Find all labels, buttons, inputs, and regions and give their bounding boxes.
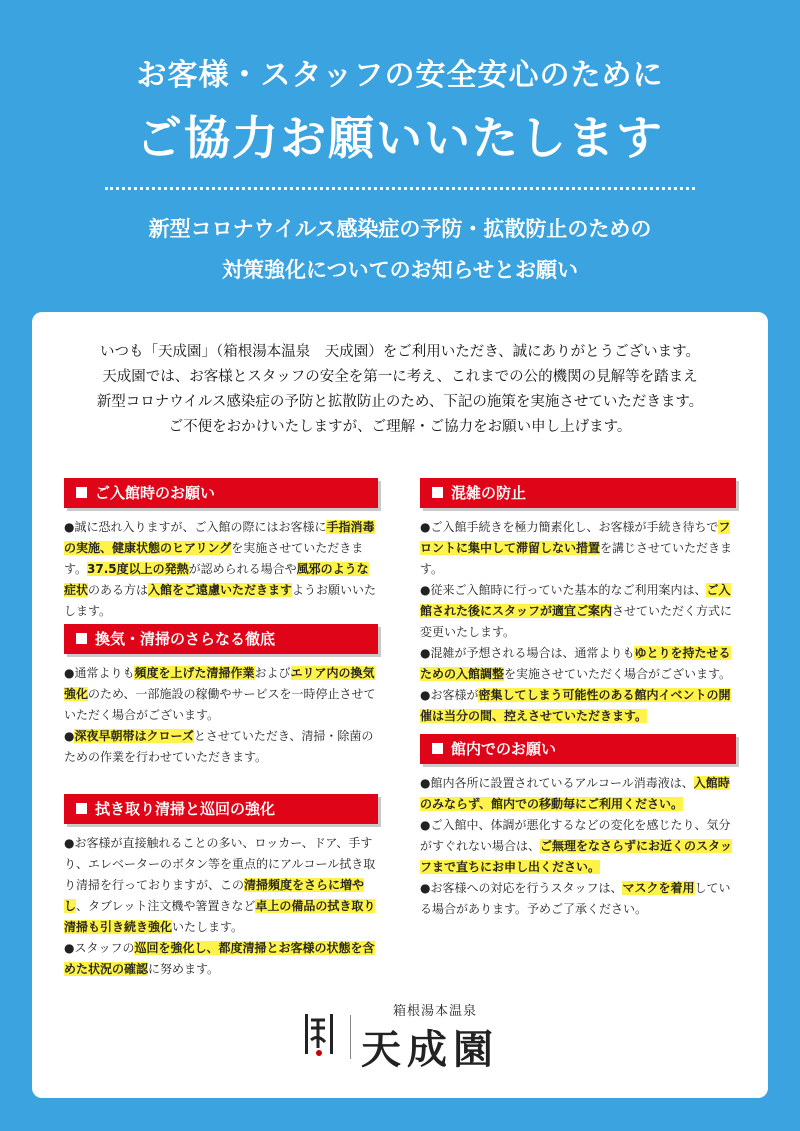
highlighted-text: 清掃頻度をさらに増やし [64, 878, 365, 913]
highlighted-text: 密集してしまう可能性のある館内イベントの開催は当分の間、控えさせていただきます。 [420, 688, 731, 723]
intro-line: ご不便をおかけいたしますが、ご理解・ご協力をお願い申し上げます。 [168, 419, 632, 435]
section-body [64, 663, 378, 768]
body-text: ●誠に恐れ入りますが、ご入館の際にはお客様に [64, 520, 327, 534]
section-ventilation [64, 624, 378, 768]
body-text: ●混雑が予想される場合は、通常よりも [420, 646, 635, 660]
intro-line: 天成園では、お客様とスタッフの安全を第一に考え、これまでの公的機関の見解等を踏まえ [102, 369, 698, 385]
body-text: のため、一部施設の稼働やサービスを一時停止させていただく場合がございます。 [64, 687, 376, 722]
section-header [420, 734, 736, 764]
intro-line: 新型コロナウイルス感染症の予防と拡散防止のため、下記の施策を実施させていただきます。 [96, 394, 704, 410]
highlighted-text: 入館時のみならず、館内での移動毎にご利用ください。 [420, 776, 730, 811]
emblem-icon [295, 1012, 343, 1060]
body-text: および [254, 666, 291, 680]
body-text: ●通常よりも [64, 666, 135, 680]
section-title: 混雑の防止 [451, 484, 527, 502]
body-text: に努めます。 [148, 962, 220, 976]
section-wiping [64, 794, 378, 980]
highlighted-text: フロントに集中して滞留しない措置 [420, 520, 731, 555]
dotted-divider [105, 187, 695, 190]
section-title: 拭き取り清掃と巡回の強化 [95, 800, 276, 818]
body-text: ●お客様が直接触れることの多い、ロッカー、ドア、手すり、エレベーターのボタン等を重点的にアルコール拭き取り清掃を行っておりますが、この [64, 836, 376, 892]
body-text: ● [64, 729, 75, 743]
body-text: を講じさせていただきます。 [420, 541, 733, 576]
body-text: している場合があります。予めご了承ください。 [420, 881, 731, 916]
body-text: のある方は [88, 583, 149, 597]
square-bullet-icon [432, 743, 443, 754]
section-entry [64, 478, 378, 622]
highlighted-text: 深夜早朝帯はクローズ [74, 729, 194, 743]
body-text: ●ご入館手続きを極力簡素化し、お客様が手続き待ちで [420, 520, 719, 534]
body-text: させていただく方式に変更いたします。 [420, 604, 733, 639]
subtitle-line1: 新型コロナウイルス感染症の予防・拡散防止のための [148, 217, 652, 241]
body-text: を実施させていただく場合がございます。 [504, 667, 732, 681]
section-in-facility [420, 734, 736, 920]
subtitle-line2: 対策強化についてのお知らせとお願い [222, 258, 578, 282]
highlighted-text: 風邪のような症状 [64, 562, 369, 597]
section-body [420, 773, 736, 920]
logo-name: 天成園 [361, 1026, 499, 1073]
highlighted-text: ご入館された後にスタッフが適宜ご案内 [420, 583, 731, 618]
section-title: ご入館時のお願い [95, 484, 216, 502]
highlighted-text: 手指消毒の実施、健康状態のヒアリング [64, 520, 375, 555]
highlighted-text: エリア内の換気強化 [64, 666, 375, 701]
body-text: ●ご入館中、体調が悪化するなどの変化を感じたり、気分がすぐれない場合は、 [420, 818, 731, 853]
section-body [64, 517, 378, 622]
intro-line: いつも「天成園」（箱根湯本温泉 天成園）をご利用いただき、誠にありがとうございます。 [99, 344, 700, 360]
highlighted-text: 入館をご遠慮いただきます [148, 583, 293, 597]
section-title: 館内でのお願い [451, 740, 557, 758]
highlighted-text: 巡回を強化し、都度清掃とお客様の状態を含めた状況の確認 [64, 941, 375, 976]
highlighted-text: 37.5度以上の発熱 [87, 562, 189, 576]
section-header [64, 478, 378, 508]
header-line1: お客様・スタッフの安全安心のために [136, 58, 664, 93]
square-bullet-icon [76, 633, 87, 644]
body-text: ●お客様への対応を行うスタッフは、 [420, 881, 623, 895]
body-text: ●スタッフの [64, 941, 135, 955]
body-text: 、タブレット注文機や箸置きなど [76, 899, 256, 913]
body-text: とさせていただき、清掃・除菌のための作業を行わせていただきます。 [64, 729, 374, 764]
body-text: ●お客様が [420, 688, 479, 702]
square-bullet-icon [76, 487, 87, 498]
section-header [420, 478, 736, 508]
section-congestion [420, 478, 736, 727]
logo-subtitle: 箱根湯本温泉 [393, 1004, 478, 1019]
body-text: ●館内各所に設置されているアルコール消毒液は、 [420, 776, 694, 790]
highlighted-text: 卓上の備品の拭き取り清掃も引き続き強化 [64, 899, 376, 934]
body-text: ようお願いいたします。 [64, 583, 377, 618]
section-title: 換気・清掃のさらなる徹底 [95, 630, 276, 648]
highlighted-text: 頻度を上げた清掃作業 [134, 666, 255, 680]
page-title: ご協力お願いいたします [136, 111, 664, 165]
square-bullet-icon [432, 487, 443, 498]
body-text: が認められる場合や [188, 562, 297, 576]
section-body [64, 833, 378, 980]
highlighted-text: ご無理をなさらずにお近くのスタッフまで直ちにお申し出ください。 [420, 839, 733, 874]
highlighted-text: ゆとりを持たせるための入館調整 [420, 646, 731, 681]
body-text: ●従来ご入館時に行っていた基本的なご利用案内は、 [420, 583, 707, 597]
section-body [420, 517, 736, 727]
highlighted-text: マスクを着用 [622, 881, 695, 895]
body-text: いたします。 [172, 920, 244, 934]
section-header [64, 794, 378, 824]
logo-divider [350, 1015, 351, 1059]
body-text: を実施させていただきます。 [64, 541, 364, 576]
logo [295, 1000, 515, 1073]
intro-text [32, 340, 768, 440]
section-header [64, 624, 378, 654]
square-bullet-icon [76, 803, 87, 814]
